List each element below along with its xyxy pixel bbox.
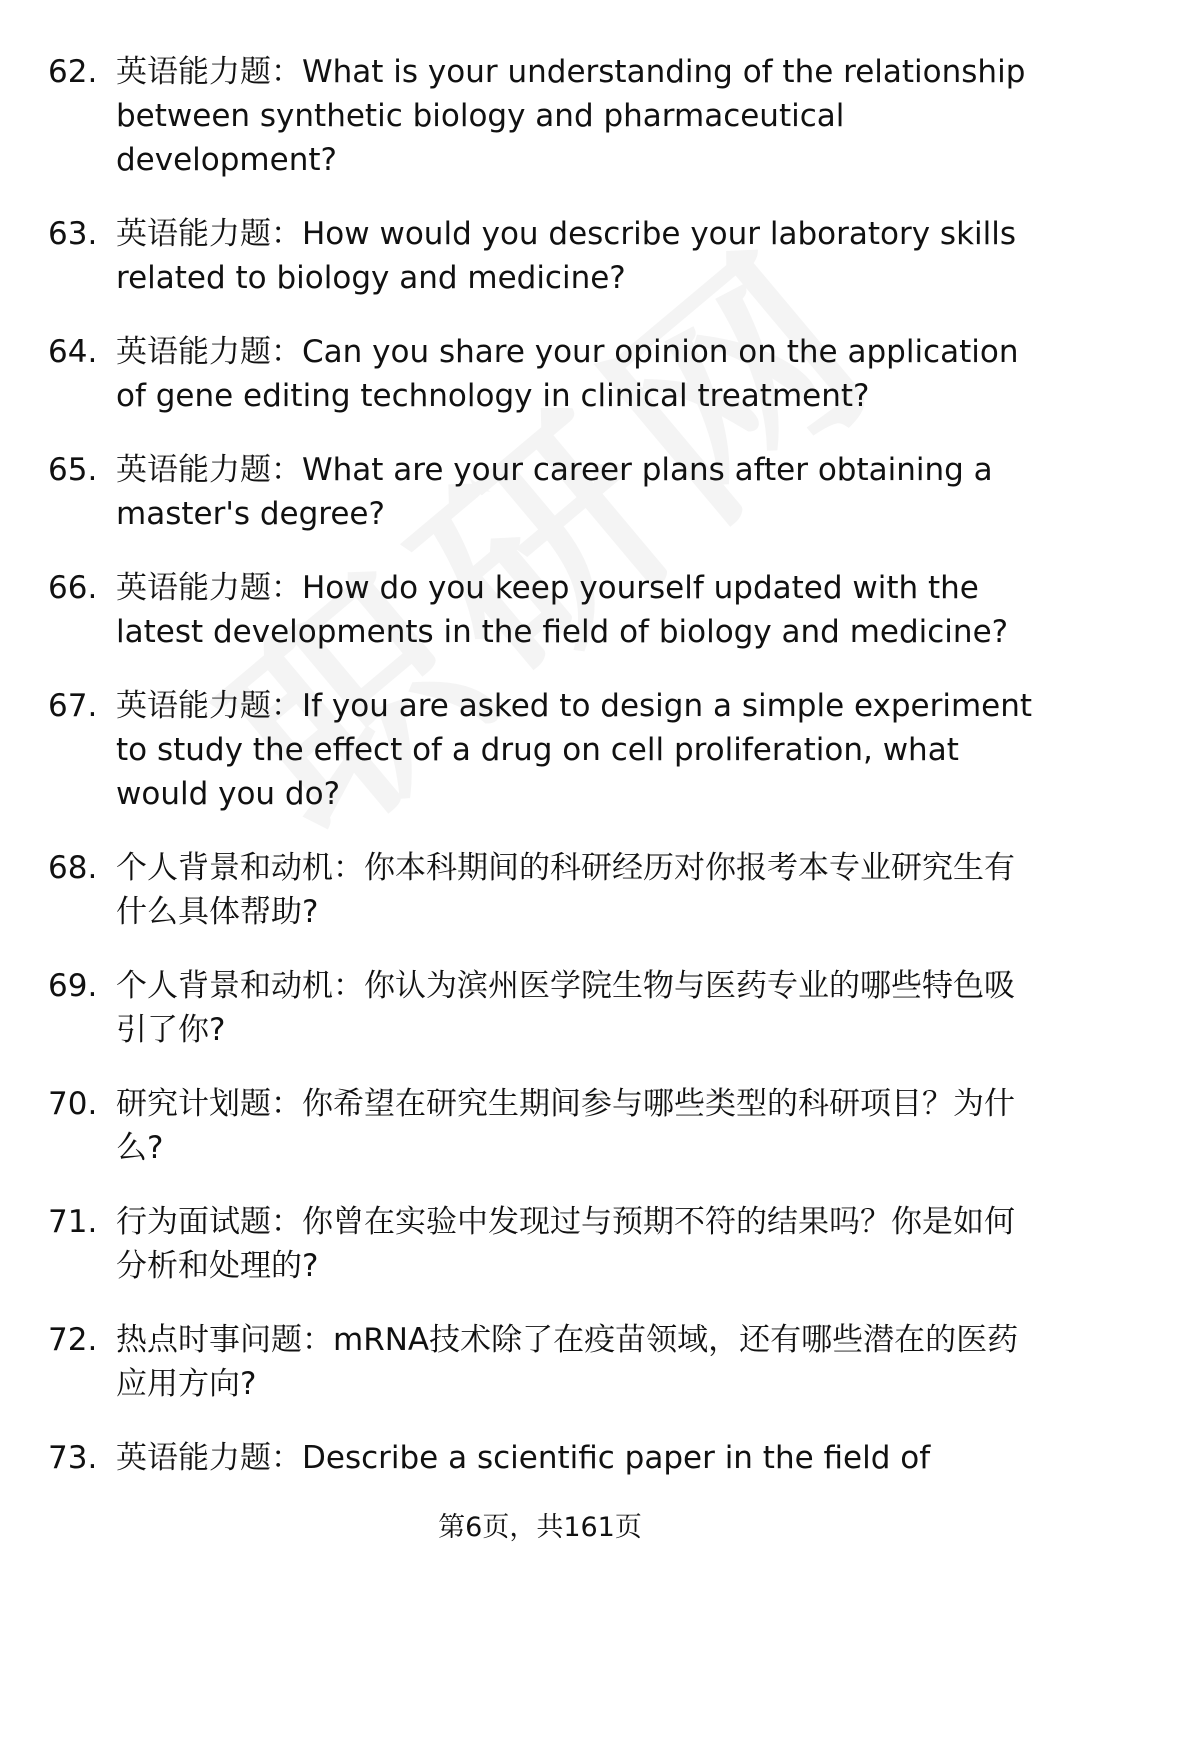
question-number: 73. <box>48 1440 98 1476</box>
question-text: mRNA技术除了在疫苗领域，还有哪些潜在的医药应用方向? <box>116 1322 1019 1402</box>
question-item <box>0 1200 1080 1288</box>
question-text: What is your understanding of the relationship between synthetic biology and pharmaceutical development? <box>116 54 1026 178</box>
question-category: 英语能力题： <box>116 452 302 488</box>
question-number: 72. <box>48 1322 98 1358</box>
question-category: 英语能力题： <box>116 216 302 252</box>
page-number-label: 第6页，共161页 <box>438 1512 642 1543</box>
question-item <box>0 684 1080 816</box>
question-text: 你本科期间的科研经历对你报考本专业研究生有什么具体帮助? <box>116 850 1015 930</box>
question-number: 65. <box>48 452 98 488</box>
question-number: 71. <box>48 1204 98 1240</box>
question-category: 英语能力题： <box>116 1440 302 1476</box>
question-category: 研究计划题： <box>116 1086 302 1122</box>
question-number: 69. <box>48 968 98 1004</box>
question-text: What are your career plans after obtaining a master's degree? <box>116 452 993 532</box>
question-category: 英语能力题： <box>116 688 302 724</box>
question-item <box>0 212 1080 300</box>
question-item <box>0 964 1080 1052</box>
question-category: 个人背景和动机： <box>116 968 364 1004</box>
question-number: 62. <box>48 54 98 90</box>
question-number: 64. <box>48 334 98 370</box>
question-number: 70. <box>48 1086 98 1122</box>
question-category: 英语能力题： <box>116 334 302 370</box>
question-item <box>0 1318 1080 1406</box>
question-item <box>0 846 1080 934</box>
question-number: 66. <box>48 570 98 606</box>
question-text: If you are asked to design a simple experiment to study the effect of a drug on cell proliferation, what would you do? <box>116 688 1033 812</box>
question-text: How do you keep yourself updated with the latest developments in the field of biology and medicine? <box>116 570 1009 650</box>
question-item <box>0 1436 1080 1480</box>
question-category: 英语能力题： <box>116 570 302 606</box>
question-number: 68. <box>48 850 98 886</box>
question-item <box>0 330 1080 418</box>
question-item <box>0 566 1080 654</box>
question-text: How would you describe your laboratory skills related to biology and medicine? <box>116 216 1017 296</box>
question-text: Describe a scientific paper in the field of <box>302 1440 931 1476</box>
question-number: 67. <box>48 688 98 724</box>
question-category: 个人背景和动机： <box>116 850 364 886</box>
question-number: 63. <box>48 216 98 252</box>
question-item <box>0 448 1080 536</box>
question-category: 行为面试题： <box>116 1204 302 1240</box>
question-category: 英语能力题： <box>116 54 302 90</box>
question-list <box>0 50 1080 1510</box>
question-item <box>0 50 1080 182</box>
page-footer <box>0 1508 1080 1548</box>
question-text: 你希望在研究生期间参与哪些类型的科研项目？为什么? <box>116 1086 1015 1166</box>
question-text: 你认为滨州医学院生物与医药专业的哪些特色吸引了你? <box>116 968 1015 1048</box>
question-text: 你曾在实验中发现过与预期不符的结果吗？你是如何分析和处理的? <box>116 1204 1015 1284</box>
question-category: 热点时事问题： <box>116 1322 333 1358</box>
question-text: Can you share your opinion on the application of gene editing technology in clinical treatment? <box>116 334 1019 414</box>
question-item <box>0 1082 1080 1170</box>
